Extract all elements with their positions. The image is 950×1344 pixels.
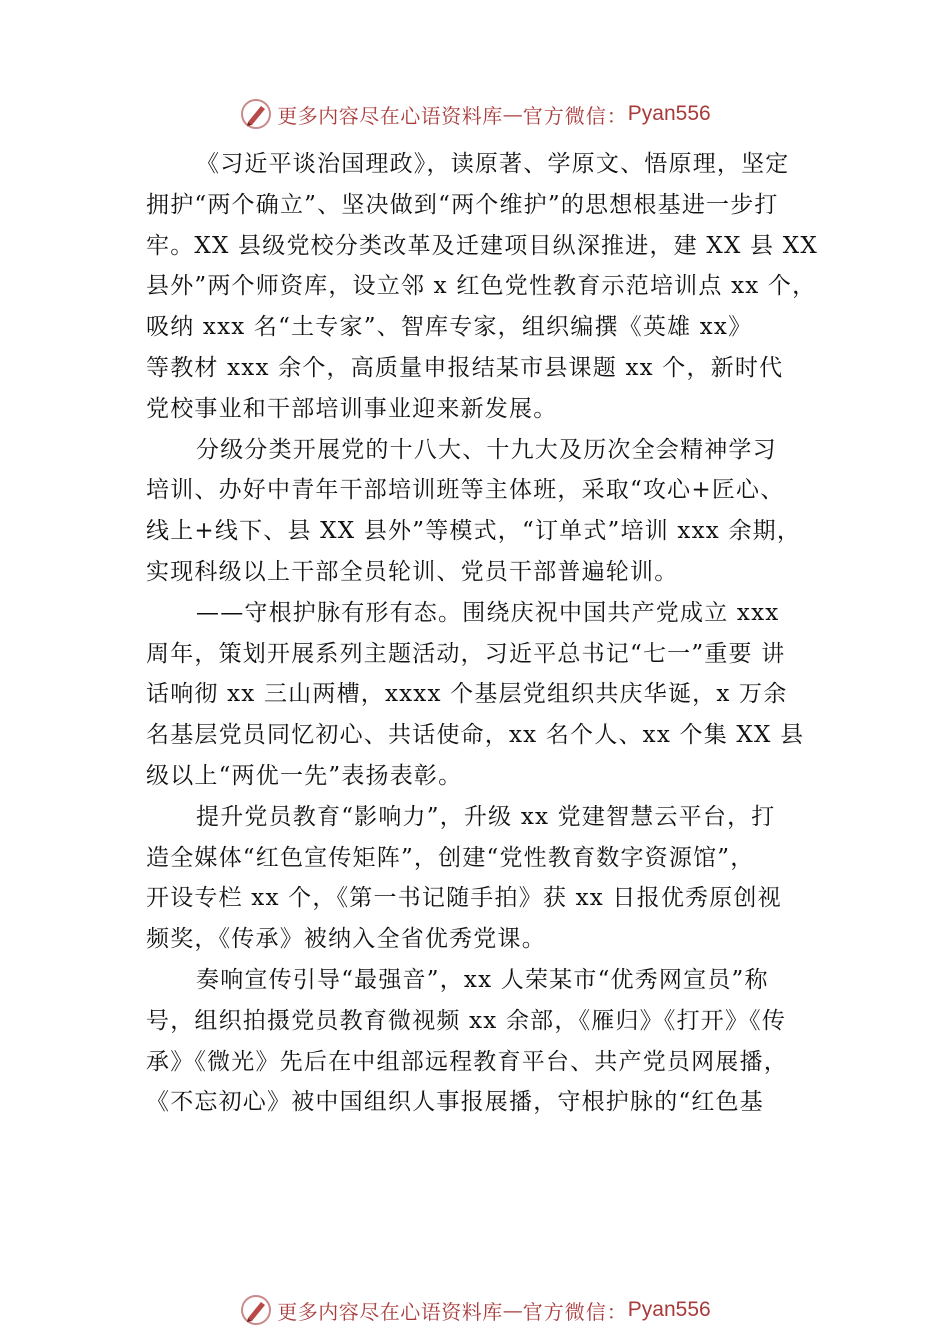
- body-line: 承》《微光》先后在中组部远程教育平台、共产党员网展播，: [146, 1048, 788, 1075]
- body-line: 提升党员教育“影响力”，升级 xx 党建智慧云平台，打: [196, 803, 776, 830]
- body-line: 《不忘初心》被中国组织人事报展播，守根护脉的“红色基: [146, 1089, 764, 1116]
- body-line: 开设专栏 xx 个，《第一书记随手拍》获 xx 日报优秀原创视: [146, 885, 782, 912]
- body-line: 周年，策划开展系列主题活动，习近平总书记“七一”重要 讲: [146, 640, 786, 667]
- footer-wechat-label: 官方微信：: [522, 1299, 628, 1324]
- pen-logo-icon: [239, 97, 273, 131]
- body-line: 拥护“两个确立”、坚决做到“两个维护”的思想根基进一步打: [146, 191, 779, 218]
- header-site-text: 更多内容尽在心语资料库: [277, 103, 503, 128]
- body-line: 号，组织拍摄党员教育微视频 xx 余部，《雁归》《打开》《传: [146, 1007, 787, 1034]
- body-line: 奏响宣传引导“最强音”，xx 人荣某市“优秀网宣员”称: [196, 966, 769, 993]
- header-banner: [0, 94, 950, 134]
- body-line: 《习近平谈治国理政》，读原著、学原文、悟原理，坚定: [196, 151, 790, 177]
- body-line: 等教材 xxx 余个，高质量申报结某市县课题 xx 个，新时代: [146, 354, 784, 381]
- footer-banner: [0, 1290, 950, 1330]
- footer-site-text: 更多内容尽在心语资料库: [277, 1299, 503, 1324]
- header-separator: —: [502, 102, 523, 126]
- body-line: 牢。XX 县级党校分类改革及迁建项目纵深推进，建 XX 县 XX: [146, 232, 818, 259]
- body-line: 吸纳 xxx 名“土专家”、智库专家，组织编撰《英雄 xx》: [146, 314, 753, 341]
- body-line: 级以上“两优一先”表扬表彰。: [146, 762, 463, 789]
- body-line: 造全媒体“红色宣传矩阵”，创建“党性教育数字资源馆”，: [146, 844, 755, 871]
- body-line: 县外”两个师资库，设立邻 x 红色党性教育示范培训点 xx 个，: [146, 273, 817, 300]
- header-wechat-id: Pyan556: [627, 102, 711, 125]
- footer-wechat-id: Pyan556: [627, 1298, 711, 1321]
- body-line: 党校事业和干部培训事业迎来新发展。: [146, 395, 558, 422]
- body-line: 线上+线下、县 XX 县外”等模式，“订单式”培训 xxx 余期，: [146, 518, 802, 545]
- body-line: 名基层党员同忆初心、共话使命，xx 名个人、xx 个集 XX 县: [146, 722, 805, 749]
- header-wechat-label: 官方微信：: [522, 103, 628, 128]
- body-line: 分级分类开展党的十八大、十九大及历次全会精神学习: [196, 436, 777, 463]
- body-line: ——守根护脉有形有态。围绕庆祝中国共产党成立 xxx: [196, 599, 780, 626]
- body-line: 话响彻 xx 三山两槽，xxxx 个基层党组织共庆华诞，x 万余: [146, 681, 788, 708]
- body-line: 实现科级以上干部全员轮训、党员干部普遍轮训。: [146, 558, 679, 585]
- body-line: 培训、办好中青年干部培训班等主体班，采取“攻心+匠心、: [146, 477, 785, 504]
- document-body: [146, 144, 818, 1123]
- footer-separator: —: [502, 1298, 523, 1322]
- pen-logo-icon: [239, 1293, 273, 1327]
- body-line: 频奖，《传承》被纳入全省优秀党课。: [146, 926, 546, 953]
